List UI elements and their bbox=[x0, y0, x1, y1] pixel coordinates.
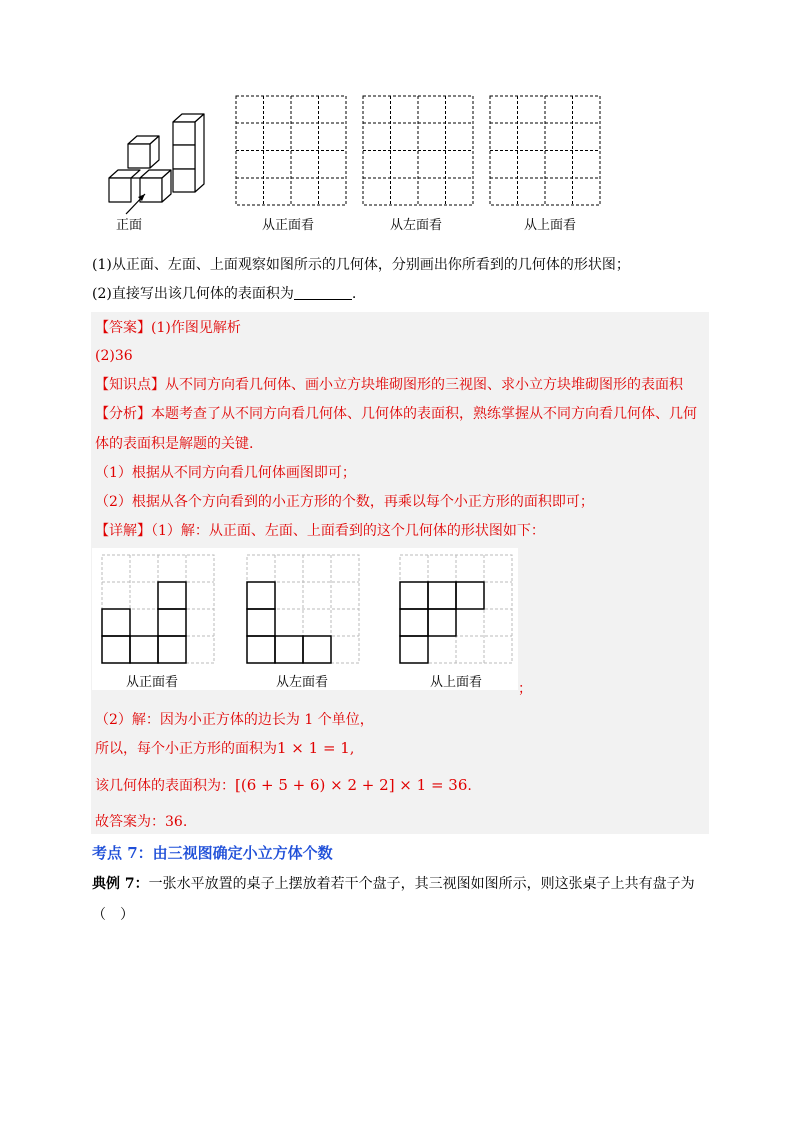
knowledge-label: 【知识点】 bbox=[95, 377, 165, 393]
dashed-grid-top bbox=[489, 95, 602, 207]
answer-line-1 bbox=[95, 318, 241, 338]
grid-label-left: 从左面看 bbox=[390, 218, 443, 233]
grid-label-front: 从正面看 bbox=[262, 218, 315, 233]
question-1: (1)从正面、左面、上面观察如图所示的几何体，分别画出你所看到的几何体的形状图； bbox=[92, 257, 630, 273]
dashed-grid-left bbox=[362, 95, 475, 207]
detail-line bbox=[95, 521, 545, 541]
example-label: 典例 7： bbox=[92, 876, 149, 892]
answer-line-2: (2)36 bbox=[95, 348, 133, 364]
part2-2-prefix: 所以，每个小正方形的面积为 bbox=[95, 741, 277, 757]
answer-1: (1)作图见解析 bbox=[151, 320, 241, 336]
answer-view-top bbox=[398, 553, 515, 666]
dashed-grid-front bbox=[235, 95, 348, 207]
answer-label: 【答案】 bbox=[95, 320, 151, 336]
part2-2-suffix: , bbox=[349, 741, 355, 757]
detail-text: （1）解：从正面、左面、上面看到的这个几何体的形状图如下： bbox=[151, 523, 545, 539]
example-text: 一张水平放置的桌子上摆放着若干个盘子，其三视图如图所示，则这张桌子上共有盘子为 bbox=[148, 876, 695, 892]
part2-2-math: 1 × 1 = 1 bbox=[277, 739, 350, 757]
analysis-line-2: 体的表面积是解题的关键. bbox=[95, 436, 254, 452]
analysis-label: 【分析】 bbox=[95, 406, 151, 422]
front-arrow-label: 正面 bbox=[116, 218, 143, 233]
part2-3-math: [(6 + 5 + 6) × 2 + 2] × 1 = 36 bbox=[235, 776, 468, 794]
detail-label: 【详解】 bbox=[95, 523, 151, 539]
analysis-text-1: 本题考查了从不同方向看几何体、几何体的表面积，熟练掌握从不同方向看几何体、几何 bbox=[151, 406, 697, 422]
question-2-prefix: (2)直接写出该几何体的表面积为 bbox=[92, 286, 294, 302]
section-title: 考点 7：由三视图确定小立方体个数 bbox=[92, 844, 333, 862]
part2-line-2 bbox=[95, 738, 354, 759]
part2-3-prefix: 该几何体的表面积为： bbox=[95, 778, 235, 794]
knowledge-text: 从不同方向看几何体、画小立方块堆砌图形的三视图、求小立方块堆砌图形的表面积 bbox=[165, 377, 683, 393]
analysis-step-1: （1）根据从不同方向看几何体画图即可； bbox=[95, 465, 356, 481]
answer-view-front bbox=[100, 553, 217, 666]
example-line bbox=[92, 874, 695, 894]
grid-label-top: 从上面看 bbox=[524, 218, 577, 233]
part2-3-suffix: . bbox=[467, 778, 472, 794]
cube-stack-figure bbox=[100, 102, 215, 230]
answer-blank bbox=[294, 285, 352, 300]
question-2-suffix: . bbox=[351, 286, 357, 302]
answer-view-label-front: 从正面看 bbox=[126, 675, 179, 690]
answer-view-label-top: 从上面看 bbox=[430, 675, 483, 690]
answer-view-label-left: 从左面看 bbox=[276, 675, 329, 690]
final-answer: 故答案为：36. bbox=[95, 814, 188, 830]
example-paren: （ ） bbox=[92, 907, 134, 923]
answer-view-left bbox=[245, 553, 362, 666]
part2-line-1: （2）解：因为小正方体的边长为 1 个单位， bbox=[95, 712, 374, 728]
question-2 bbox=[92, 284, 356, 304]
analysis-step-2: （2）根据从各个方向看到的小正方形的个数，再乘以每个小正方形的面积即可； bbox=[95, 494, 594, 510]
part2-line-3 bbox=[95, 775, 472, 796]
after-figure-semicolon: ； bbox=[518, 681, 532, 697]
analysis-line-1 bbox=[95, 404, 697, 424]
knowledge-line bbox=[95, 375, 683, 395]
